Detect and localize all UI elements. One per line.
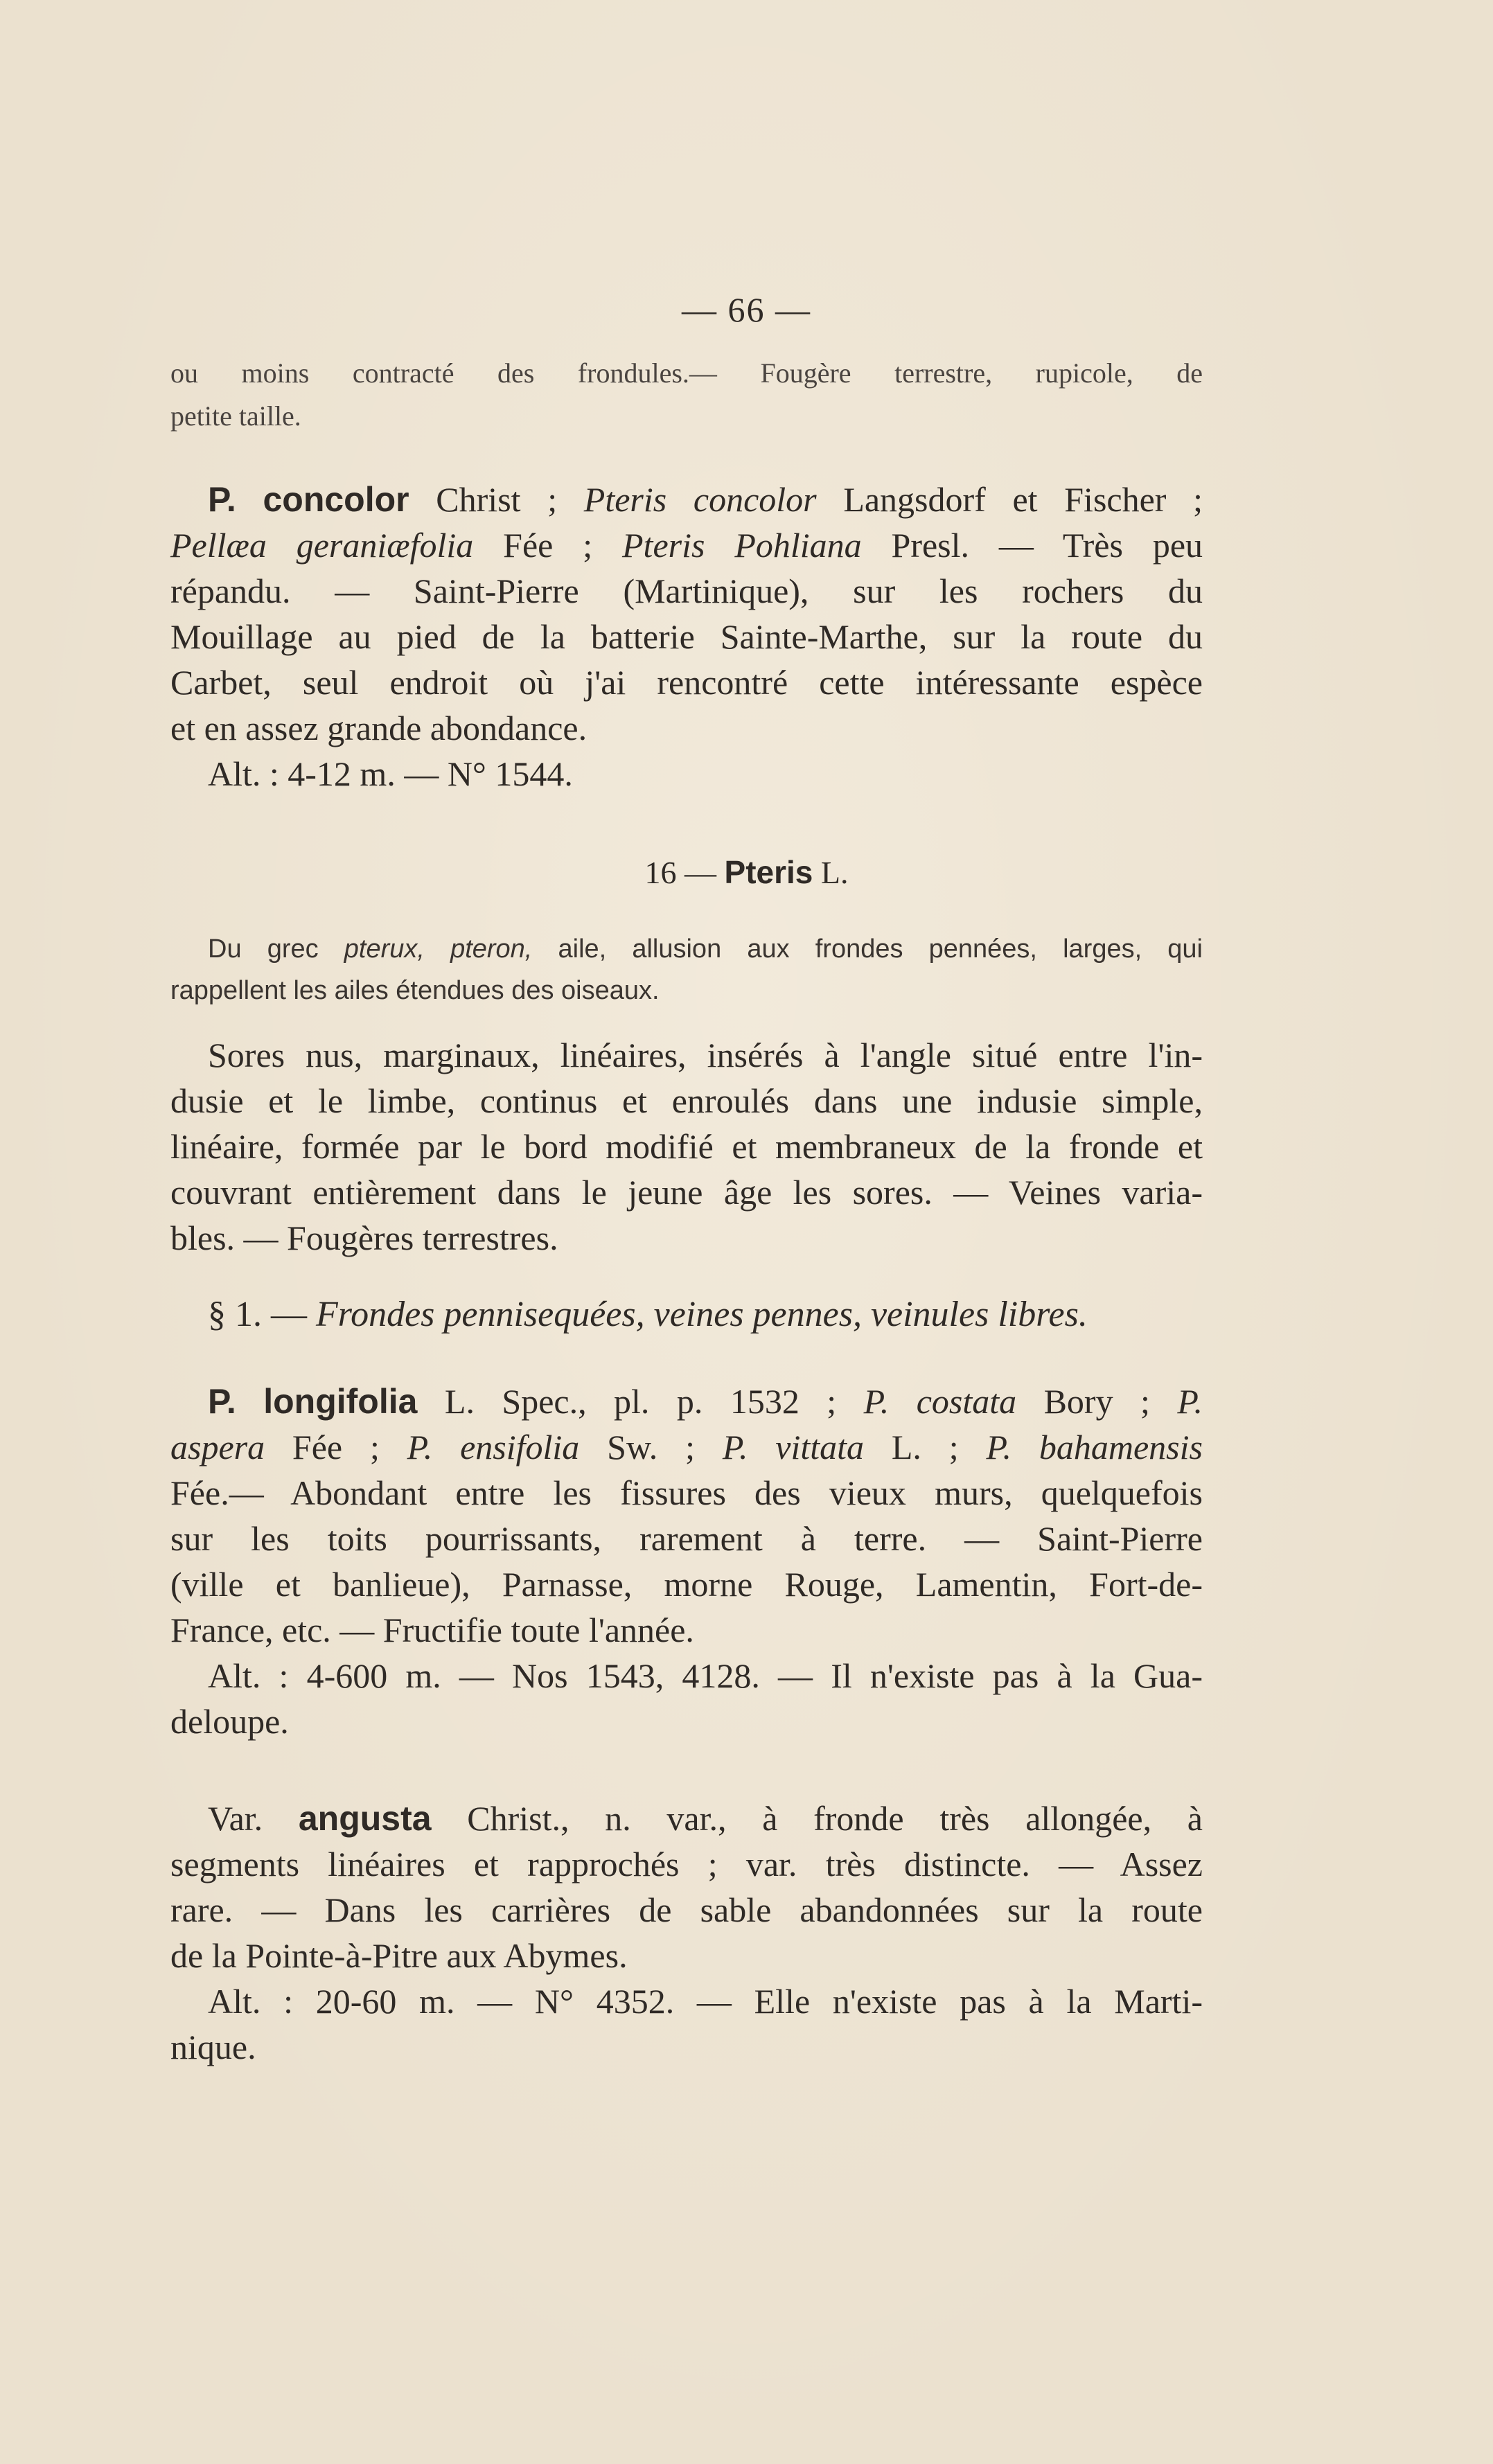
entry-line: Alt. : 4-600 m. — Nos 1543, 4128. — Il n'existe pas à la Gua- — [208, 1656, 1203, 1695]
text-run: Christ., n. var., à fronde très allongée, à — [431, 1799, 1203, 1838]
entry-concolor — [170, 477, 1203, 797]
entry-line: deloupe. — [170, 1702, 289, 1741]
text-run: Langsdorf et Fischer ; — [816, 480, 1203, 519]
section-heading — [208, 1294, 1205, 1335]
species-genus: P. — [208, 1382, 236, 1421]
synonym: P. vittata — [722, 1428, 865, 1466]
description-line: linéaire, formée par le bord modifié et membraneux de la fronde et — [170, 1127, 1203, 1166]
entry-line: Alt. : 20-60 m. — N° 4352. — Elle n'existe pas à la Marti- — [208, 1982, 1203, 2021]
entry-line — [170, 1424, 1203, 1470]
entry-longifolia — [170, 1379, 1203, 1744]
intro-line: ou moins contracté des frondules.— Fougère terrestre, rupicole, de — [170, 357, 1203, 389]
etymology-line — [170, 928, 1203, 970]
entry-line: sur les toits pourrissants, rarement à terre. — Saint-Pierre — [170, 1519, 1203, 1558]
text-run: Bory ; — [1016, 1382, 1178, 1421]
page-number: — 66 — — [682, 290, 811, 329]
text-run: Fée ; — [473, 526, 623, 565]
entry-line: segments linéaires et rapprochés ; var. très distincte. — Assez — [170, 1845, 1203, 1884]
text-run: L. Spec., pl. p. 1532 ; — [417, 1382, 864, 1421]
description-line: couvrant entièrement dans le jeune âge les sores. — Veines varia- — [170, 1173, 1203, 1212]
entry-line: France, etc. — Fructifie toute l'année. — [170, 1611, 694, 1649]
section-text: Frondes pennisequées, veines pennes, veinules libres. — [316, 1295, 1088, 1334]
entry-line — [170, 477, 1203, 522]
species-name: concolor — [263, 480, 409, 519]
description-line: dusie et le limbe, continus et enroulés dans une indusie simple, — [170, 1081, 1203, 1120]
entry-line — [170, 1796, 1203, 1841]
entry-angusta — [170, 1796, 1203, 2070]
entry-line — [170, 1379, 1203, 1424]
text-run: Var. — [208, 1799, 299, 1838]
etymology-line: rappellent les ailes étendues des oiseaux. — [170, 976, 660, 1005]
text-run: L. ; — [864, 1428, 987, 1466]
description-line: Sores nus, marginaux, linéaires, insérés à l'angle situé entre l'in- — [208, 1036, 1203, 1074]
etymology-term: pterux, pteron, — [344, 934, 533, 964]
entry-line: Mouillage au pied de la batterie Sainte-Marthe, sur la route du — [170, 617, 1203, 656]
description-line: bles. — Fougères terrestres. — [170, 1218, 558, 1257]
entry-line: (ville et banlieue), Parnasse, morne Rouge, Lamentin, Fort-de- — [170, 1565, 1203, 1604]
synonym: P. bahamensis — [986, 1428, 1203, 1466]
genus-description — [170, 1032, 1203, 1261]
text-run: Presl. — Très peu — [861, 526, 1203, 565]
entry-line: Alt. : 4-12 m. — N° 1544. — [208, 754, 573, 793]
entry-line: répandu. — Saint-Pierre (Martinique), sur les rochers du — [170, 571, 1203, 610]
synonym: Pteris concolor — [583, 480, 817, 519]
entry-line: rare. — Dans les carrières de sable abandonnées sur la route — [170, 1890, 1203, 1929]
genus-heading — [0, 853, 1493, 891]
entry-line: de la Pointe-à-Pitre aux Abymes. — [170, 1936, 628, 1975]
species-name: longifolia — [263, 1382, 418, 1421]
etymology-paragraph — [170, 928, 1203, 1011]
text-run: Sw. ; — [579, 1428, 723, 1466]
intro-paragraph — [170, 352, 1203, 438]
entry-line: et en assez grande abondance. — [170, 709, 588, 747]
entry-line: Carbet, seul endroit où j'ai rencontré cette intéressante espèce — [170, 663, 1203, 702]
section-label: § 1. — — [208, 1295, 316, 1334]
synonym: P. — [1177, 1382, 1203, 1421]
synonym: Pellæa geraniæfolia — [170, 526, 474, 565]
text-run: Du grec — [208, 934, 344, 964]
genus-number: 16 — — [644, 855, 725, 890]
entry-line: nique. — [170, 2028, 256, 2066]
entry-line: Fée.— Abondant entre les fissures des vieux murs, quelquefois — [170, 1473, 1203, 1512]
entry-line — [170, 522, 1203, 568]
text-run: Fée ; — [265, 1428, 407, 1466]
genus-author: L. — [813, 855, 849, 890]
synonym: P. ensifolia — [407, 1428, 580, 1466]
text-run: Christ ; — [409, 480, 584, 519]
variety-name: angusta — [298, 1799, 432, 1838]
text-run: aile, allusion aux frondes pennées, larges, qui — [532, 934, 1203, 964]
genus-name: Pteris — [724, 854, 813, 890]
synonym: P. costata — [863, 1382, 1017, 1421]
synonym: Pteris Pohliana — [622, 526, 862, 565]
intro-line: petite taille. — [170, 400, 301, 432]
synonym: aspera — [170, 1428, 265, 1466]
species-genus: P. — [208, 480, 236, 519]
